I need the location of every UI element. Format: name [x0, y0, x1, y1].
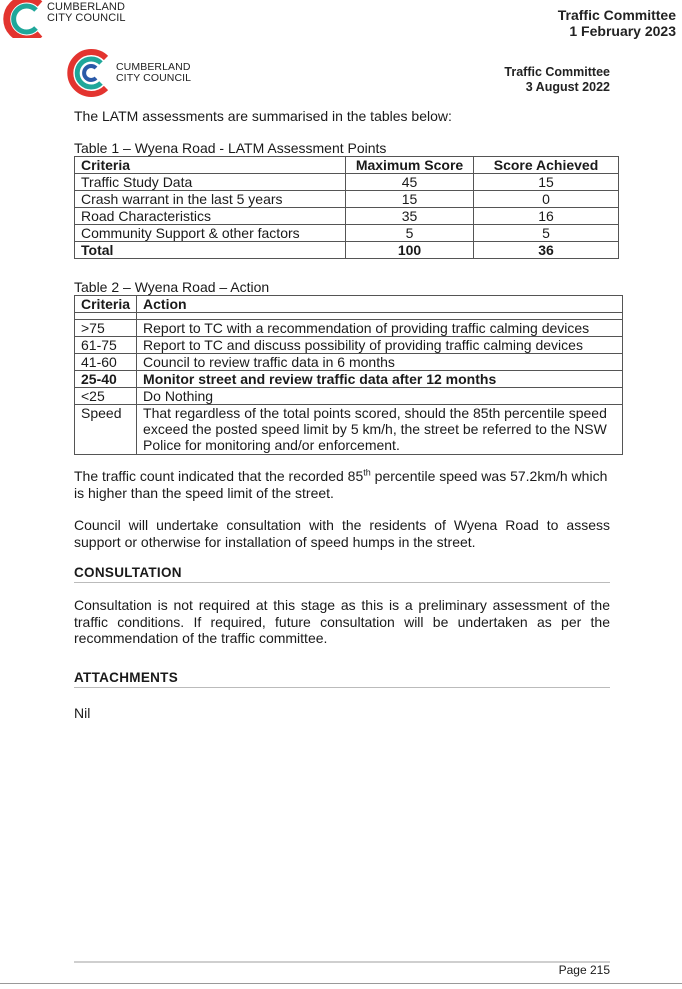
table-cell: Report to TC with a recommendation of providing traffic calming devices: [137, 320, 623, 337]
outer-header-block: [558, 7, 676, 39]
outer-org-line1: CUMBERLAND: [47, 1, 126, 13]
table-header-cell: Criteria: [75, 157, 346, 174]
outer-committee-title: Traffic Committee: [557, 7, 676, 23]
table-cell: 25-40: [75, 371, 137, 388]
table-cell: That regardless of the total points scored, should the 85th percentile speed exceed the posted speed limit by 5 km/h, the street be referred to the NSW Police for monitoring and/or enforcement.: [137, 405, 623, 455]
table2-caption: Table 2 – Wyena Road – Action: [74, 279, 270, 295]
table-row: [75, 191, 619, 208]
consultation-body: Consultation is not required at this stage as this is a preliminary assessment of the traffic conditions. If required, future consultation will be undertaken as per the recommendation of the traffic committee.: [74, 597, 610, 646]
table-row: [75, 174, 619, 191]
table-cell: 16: [474, 208, 619, 225]
attachments-heading: ATTACHMENTS: [74, 670, 610, 688]
inner-org-line1: CUMBERLAND: [116, 61, 191, 73]
outer-org-line2: CITY COUNCIL: [47, 12, 126, 24]
table-cell: 61-75: [75, 337, 137, 354]
table-header-cell: Action: [137, 296, 623, 313]
outer-meeting-date: 1 February 2023: [569, 23, 676, 39]
outer-footer-rule: [0, 983, 682, 984]
intro-text: The LATM assessments are summarised in the tables below:: [74, 108, 452, 124]
table-cell: Speed: [75, 405, 137, 455]
speed-text-before: The traffic count indicated that the recorded 85: [74, 468, 364, 484]
table-cell: Crash warrant in the last 5 years: [75, 191, 346, 208]
table-spacer-row: [75, 313, 623, 320]
table-cell: 0: [474, 191, 619, 208]
table-header-cell: Score Achieved: [474, 157, 619, 174]
table-header-row: [75, 157, 619, 174]
table-cell: Council to review traffic data in 6 months: [137, 354, 623, 371]
table-cell: 100: [346, 242, 474, 259]
council-logo-icon: [64, 48, 114, 98]
council-paragraph: Council will undertake consultation with the residents of Wyena Road to assess support or otherwise for installation of speed humps in the street.: [74, 517, 610, 550]
table-row: [75, 320, 623, 337]
inner-org-line2: CITY COUNCIL: [116, 72, 192, 84]
table-cell: 15: [474, 174, 619, 191]
table-cell: >75: [75, 320, 137, 337]
table-row: [75, 405, 623, 455]
inner-meeting-date: 3 August 2022: [525, 80, 610, 94]
table-cell: 5: [346, 225, 474, 242]
council-logo-icon: [0, 0, 46, 38]
table-row: [75, 225, 619, 242]
speed-paragraph: [74, 468, 610, 501]
attachments-body: Nil: [74, 705, 91, 721]
table-header-cell: Criteria: [75, 296, 137, 313]
consultation-heading: CONSULTATION: [74, 565, 610, 583]
latm-action-table: [74, 295, 623, 455]
table-cell: <25: [75, 388, 137, 405]
table-cell: 5: [474, 225, 619, 242]
table-cell: Road Characteristics: [75, 208, 346, 225]
table-cell: Total: [75, 242, 346, 259]
page-number: Page 215: [558, 963, 610, 977]
footer-rule: [74, 961, 610, 963]
table-total-row: [75, 242, 619, 259]
speed-text-sup: th: [363, 467, 371, 478]
table-row: [75, 208, 619, 225]
inner-header-block: [504, 65, 610, 95]
table-row: [75, 354, 623, 371]
table-cell: Traffic Study Data: [75, 174, 346, 191]
latm-assessment-table: [74, 156, 619, 259]
table-cell: Monitor street and review traffic data after 12 months: [137, 371, 623, 388]
table-row-highlighted: [75, 371, 623, 388]
table-cell: 35: [346, 208, 474, 225]
table-row: [75, 388, 623, 405]
table-cell: 15: [346, 191, 474, 208]
table-header-row: [75, 296, 623, 313]
speed-text-after: percentile speed was 57.2km/h which is higher than the speed limit of the street.: [74, 468, 608, 501]
inner-committee-title: Traffic Committee: [504, 65, 610, 79]
table-cell: 36: [474, 242, 619, 259]
table-cell: Do Nothing: [137, 388, 623, 405]
table-cell: 45: [346, 174, 474, 191]
table-cell: Report to TC and discuss possibility of providing traffic calming devices: [137, 337, 623, 354]
table-row: [75, 337, 623, 354]
table1-caption: Table 1 – Wyena Road - LATM Assessment Points: [74, 140, 387, 156]
table-cell: 41-60: [75, 354, 137, 371]
table-header-cell: Maximum Score: [346, 157, 474, 174]
table-cell: Community Support & other factors: [75, 225, 346, 242]
